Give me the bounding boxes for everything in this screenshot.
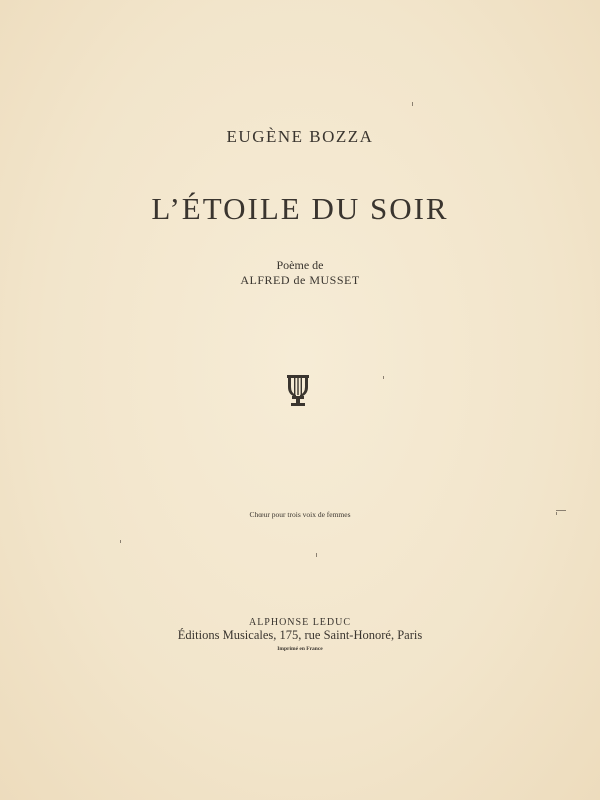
paper-speck — [316, 553, 317, 557]
choir-description: Chœur pour trois voix de femmes — [249, 510, 351, 519]
paper-speck — [383, 376, 384, 379]
lyre-icon — [285, 373, 311, 409]
poet-name: ALFRED de MUSSET — [240, 273, 360, 287]
publisher-name: ALPHONSE LEDUC — [248, 617, 352, 628]
paper-speck — [556, 510, 566, 511]
paper-speck — [120, 540, 121, 543]
work-title: L’ÉTOILE DU SOIR — [151, 191, 449, 226]
composer-name: EUGÈNE BOZZA — [226, 127, 374, 146]
printed-in-note: Imprimé en France — [277, 646, 323, 652]
publisher-address: Éditions Musicales, 175, rue Saint-Honoré, Paris — [177, 628, 423, 642]
poem-credit-label: Poème de — [276, 258, 324, 272]
paper-speck — [556, 512, 557, 515]
paper-speck — [412, 102, 413, 106]
